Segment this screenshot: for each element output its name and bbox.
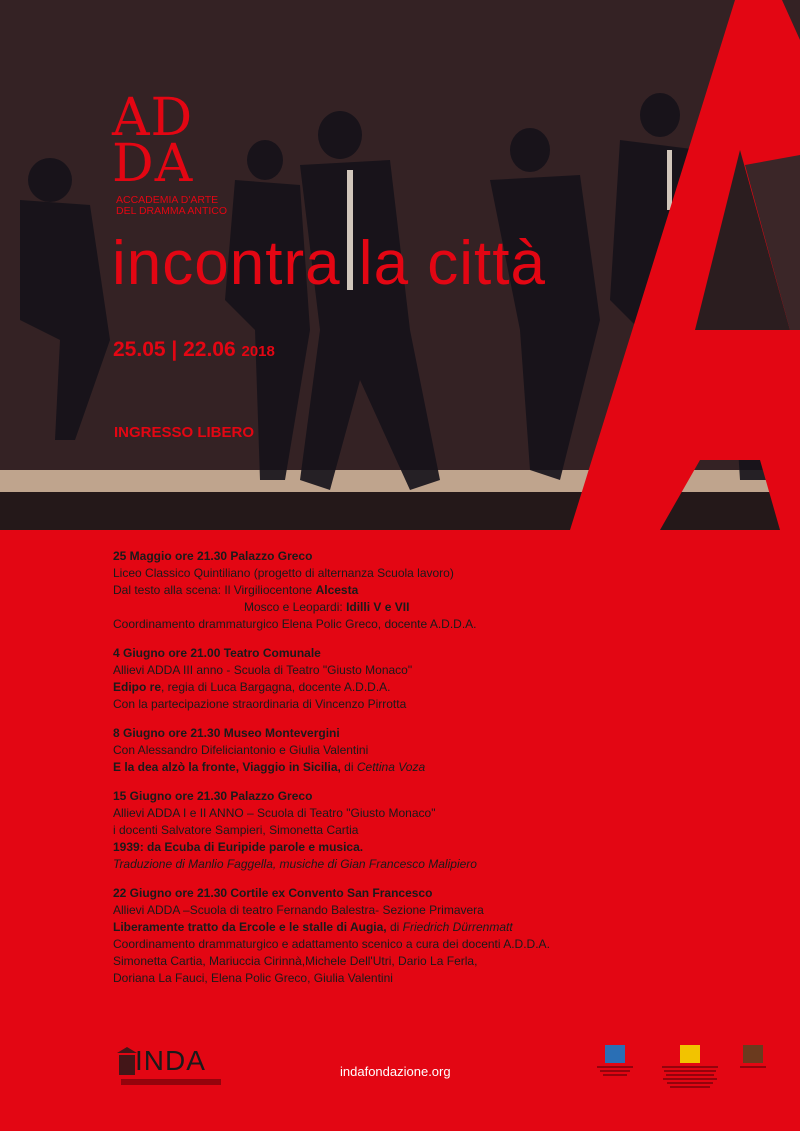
event-line: Allievi ADDA III anno - Scuola di Teatro "Giusto Monaco" bbox=[113, 663, 413, 677]
event-heading: 15 Giugno ore 21.30 Palazzo Greco bbox=[113, 789, 313, 803]
event-item bbox=[113, 885, 753, 987]
event-item bbox=[113, 645, 753, 713]
event-heading: 8 Giugno ore 21.30 Museo Montevergini bbox=[113, 726, 340, 740]
event-line bbox=[113, 919, 753, 936]
event-line bbox=[113, 679, 753, 696]
sponsor-logo-2 bbox=[660, 1045, 720, 1090]
event-title: Edipo re bbox=[113, 680, 162, 694]
sponsor-3-icon bbox=[743, 1045, 763, 1063]
event-line: Coordinamento drammaturgico Elena Polic Greco, docente A.D.D.A. bbox=[113, 617, 477, 631]
event-line: Allievi ADDA I e II ANNO – Scuola di Teatro "Giusto Monaco" bbox=[113, 806, 436, 820]
program-list bbox=[113, 548, 753, 999]
event-line: Traduzione di Manlio Faggella, musiche di Gian Francesco Malipiero bbox=[113, 857, 477, 871]
logo-sub-line2: DEL DRAMMA ANTICO bbox=[116, 205, 228, 217]
sponsor-logo-3 bbox=[738, 1045, 768, 1070]
logo-subtitle bbox=[116, 195, 227, 217]
event-title: E la dea alzò la fronte, Viaggio in Sicilia, bbox=[113, 760, 341, 774]
event-heading: 4 Giugno ore 21.00 Teatro Comunale bbox=[113, 646, 321, 660]
temple-icon bbox=[117, 1047, 137, 1077]
event-line: Con Alessandro Difeliciantonio e Giulia Valentini bbox=[113, 743, 369, 757]
event-title: Idilli V e VII bbox=[346, 600, 410, 614]
event-line: Liceo Classico Quintiliano (progetto di alternanza Scuola lavoro) bbox=[113, 566, 454, 580]
event-text: , regia di Luca Bargagna, docente A.D.D.A. bbox=[161, 680, 391, 694]
event-line bbox=[113, 599, 753, 616]
event-heading: 25 Maggio ore 21.30 Palazzo Greco bbox=[113, 549, 313, 563]
event-line: Coordinamento drammaturgico e adattamento scenico a cura dei docenti A.D.D.A. bbox=[113, 937, 550, 951]
event-title: Liberamente tratto da Ercole e le stalle di Augia, bbox=[113, 920, 387, 934]
event-author: Cettina Voza bbox=[356, 760, 426, 774]
event-line bbox=[113, 759, 753, 776]
event-line: Allievi ADDA –Scuola di teatro Fernando Balestra- Sezione Primavera bbox=[113, 903, 484, 917]
event-line: Doriana La Fauci, Elena Polic Greco, Giulia Valentini bbox=[113, 971, 393, 985]
logo-line1: AD bbox=[112, 88, 194, 148]
event-author: Friedrich Dürrenmatt bbox=[402, 920, 513, 934]
sponsor-1-icon bbox=[605, 1045, 625, 1063]
logo-sub-line1: ACCADEMIA D'ARTE bbox=[116, 194, 219, 206]
event-text: Mosco e Leopardi: bbox=[244, 600, 347, 614]
sponsor-logo-1 bbox=[595, 1045, 635, 1078]
inda-logo bbox=[117, 1045, 217, 1089]
headline: incontra la città bbox=[112, 229, 546, 298]
admission-label: INGRESSO LIBERO bbox=[114, 424, 255, 441]
event-line: Con la partecipazione straordinaria di Vincenzo Pirrotta bbox=[113, 697, 407, 711]
event-line: Simonetta Cartia, Mariuccia Cirinnà,Michele Dell'Utri, Dario La Ferla, bbox=[113, 954, 478, 968]
date-year: 2018 bbox=[241, 343, 275, 360]
event-text: di bbox=[386, 920, 403, 934]
event-item bbox=[113, 725, 753, 776]
event-line bbox=[113, 582, 753, 599]
inda-logo-text: INDA bbox=[135, 1045, 206, 1076]
event-text: Dal testo alla scena: Il Virgiliocentone bbox=[113, 583, 316, 597]
date-range-text: 25.05 | 22.06 bbox=[113, 338, 236, 361]
event-title: Alcesta bbox=[315, 583, 359, 597]
event-line: i docenti Salvatore Sampieri, Simonetta Cartia bbox=[113, 823, 359, 837]
adda-logo bbox=[112, 88, 228, 217]
event-title: 1939: da Ecuba di Euripide parole e musica. bbox=[113, 840, 364, 854]
inda-logo-tagline bbox=[121, 1079, 221, 1085]
event-item bbox=[113, 788, 753, 873]
event-heading: 22 Giugno ore 21.30 Cortile ex Convento San Francesco bbox=[113, 886, 433, 900]
event-text: di bbox=[340, 760, 357, 774]
event-item bbox=[113, 548, 753, 633]
sponsor-2-icon bbox=[680, 1045, 700, 1063]
logo-line2: DA bbox=[112, 134, 194, 194]
website-link[interactable]: indafondazione.org bbox=[340, 1064, 451, 1079]
date-range bbox=[113, 338, 275, 362]
